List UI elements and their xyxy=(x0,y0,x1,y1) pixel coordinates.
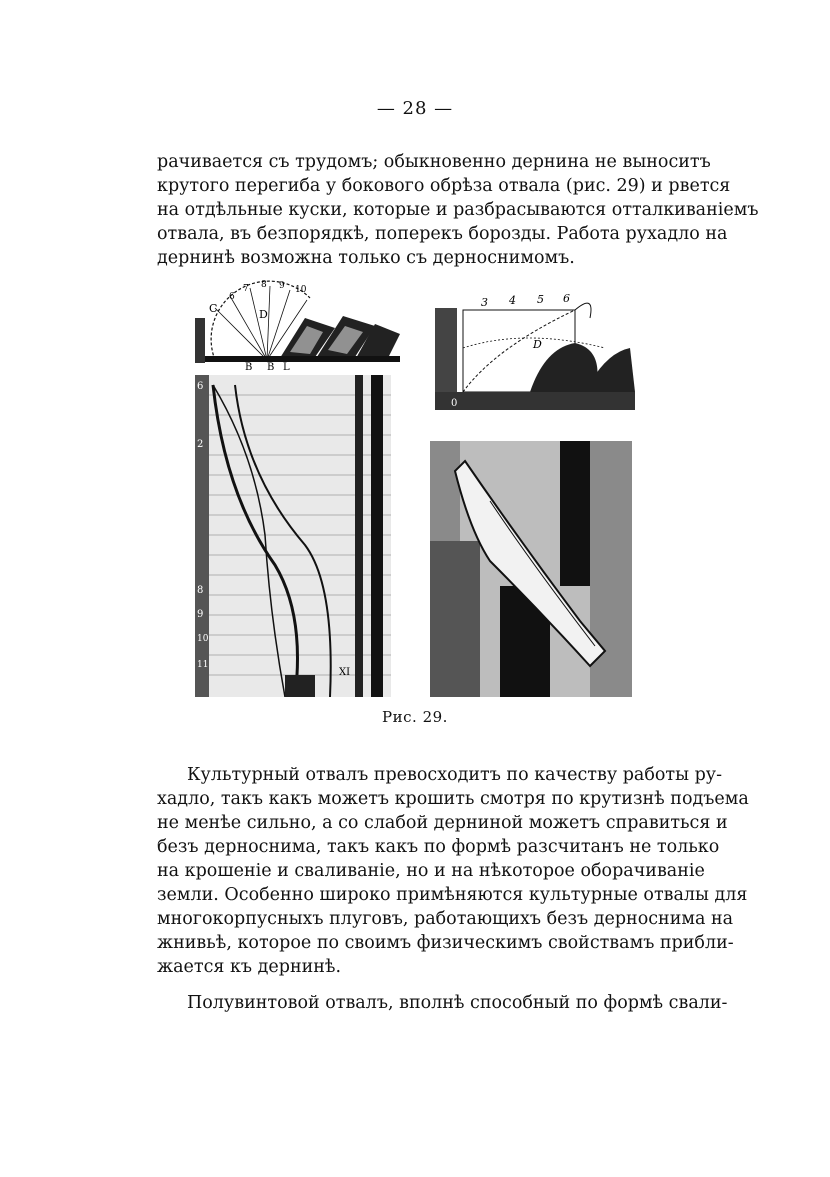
figure-29 xyxy=(195,278,635,698)
figure-caption: Рис. 29. xyxy=(382,708,448,726)
figure-label: L xyxy=(283,362,290,373)
figure-label: B xyxy=(267,362,275,373)
text-line: рачивается съ трудомъ; обыкновенно дернина не выноситъ xyxy=(157,152,711,172)
figure-label: 4 xyxy=(509,294,516,307)
right-top-diagram xyxy=(435,288,635,410)
figure-label: 10 xyxy=(197,634,209,644)
figure-label: C xyxy=(209,302,218,315)
text-line: жнивьѣ, которое по своимъ физическимъ свойствамъ прибли- xyxy=(157,933,734,953)
text-line: Культурный отвалъ превосходитъ по качеству работы ру- xyxy=(187,765,722,785)
text-line: многокорпусныхъ плуговъ, работающихъ безъ дерноснима на xyxy=(157,909,734,929)
right-bottom-diagram xyxy=(430,441,632,697)
text-line: земли. Особенно широко примѣняются культурные отвалы для xyxy=(157,885,748,905)
text-line: Полувинтовой отвалъ, вполнѣ способный по формѣ свали- xyxy=(187,993,728,1013)
text-line: на крошеніе и сваливаніе, но и на нѣкоторое оборачиваніе xyxy=(157,861,705,881)
figure-label: D xyxy=(259,308,268,321)
figure-label: 6 xyxy=(229,292,235,302)
figure-label: 10 xyxy=(295,285,307,295)
figure-label: B xyxy=(245,362,253,373)
figure-label: 2 xyxy=(197,439,204,450)
text-line: жается къ дернинѣ. xyxy=(157,957,342,977)
figure-label: D xyxy=(533,338,542,351)
text-line: на отдѣльные куски, которые и разбрасываются отталкиваніемъ xyxy=(157,200,759,220)
figure-label: 11 xyxy=(197,660,209,670)
text-line: хадло, такъ какъ можетъ крошить смотря по крутизнѣ подъема xyxy=(157,789,749,809)
text-line: дернинѣ возможна только съ дерноснимомъ. xyxy=(157,248,575,268)
figure-label: 8 xyxy=(197,585,204,596)
left-bottom-diagram xyxy=(195,375,391,697)
text-line: безъ дерноснима, такъ какъ по формѣ разсчитанъ не только xyxy=(157,837,720,857)
figure-label: 3 xyxy=(481,296,488,309)
figure-label: 9 xyxy=(197,609,204,620)
figure-label: XI xyxy=(339,667,351,678)
text-line: не менѣе сильно, а со слабой дерниной можетъ справиться и xyxy=(157,813,728,833)
figure-label: 0 xyxy=(451,398,458,409)
figure-label: 8 xyxy=(261,280,267,290)
figure-label: 7 xyxy=(243,284,249,294)
text-line: отвала, въ безпорядкѣ, поперекъ борозды. Работа рухадло на xyxy=(157,224,728,244)
figure-label: 6 xyxy=(197,381,204,392)
figure-label: 5 xyxy=(537,293,544,306)
text-line: крутого перегиба у бокового обрѣза отвала (рис. 29) и рвется xyxy=(157,176,731,196)
left-top-diagram xyxy=(195,278,405,373)
figure-label: 6 xyxy=(563,292,570,305)
figure-label: 9 xyxy=(279,281,285,291)
page-number: — 28 — xyxy=(376,98,454,119)
